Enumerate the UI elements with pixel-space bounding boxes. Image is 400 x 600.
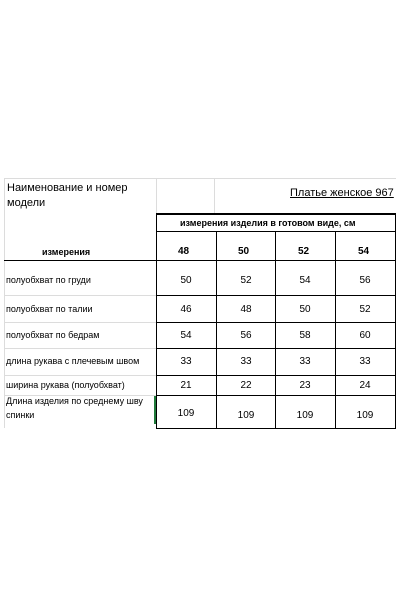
table-cell: 52 <box>359 304 371 315</box>
table-cell: 33 <box>240 356 252 367</box>
table-border <box>156 231 396 232</box>
grid-line <box>4 178 5 428</box>
size-header: 50 <box>238 246 250 257</box>
table-border <box>156 295 396 296</box>
size-header: 52 <box>298 246 310 257</box>
grid-line <box>214 178 215 214</box>
table-cell: 33 <box>299 356 311 367</box>
table-cell: 52 <box>240 275 252 286</box>
table-border <box>156 213 396 215</box>
grid-line <box>4 295 156 296</box>
row-label-line1: Длина изделия по среднему шву <box>6 396 143 406</box>
model-label-line2: модели <box>7 197 46 209</box>
grid-line <box>4 375 156 376</box>
cell-selection-marker <box>154 396 156 424</box>
grid-line <box>4 322 156 323</box>
table-border <box>156 395 396 396</box>
table-cell: 21 <box>180 380 192 391</box>
size-header: 54 <box>358 246 370 257</box>
table-border <box>216 231 217 428</box>
row-label: длина рукава с плечевым швом <box>6 356 140 366</box>
row-label: полуобхват по бедрам <box>6 330 100 340</box>
table-cell: 54 <box>299 275 311 286</box>
table-cell: 48 <box>240 304 252 315</box>
table-cell: 46 <box>180 304 192 315</box>
table-border <box>156 213 157 428</box>
table-cell: 109 <box>177 408 195 419</box>
table-cell: 109 <box>356 410 374 421</box>
table-cell: 22 <box>240 380 252 391</box>
grid-line <box>156 178 157 214</box>
model-label-line1: Наименование и номер <box>7 182 128 194</box>
table-cell: 33 <box>180 356 192 367</box>
size-header: 48 <box>178 246 190 257</box>
table-cell: 50 <box>299 304 311 315</box>
table-cell: 23 <box>299 380 311 391</box>
grid-line <box>4 348 156 349</box>
table-border <box>4 260 396 261</box>
row-label-line2: спинки <box>6 410 35 420</box>
table-cell: 56 <box>359 275 371 286</box>
table-cell: 24 <box>359 380 371 391</box>
table-border <box>395 213 396 428</box>
table-border <box>156 375 396 376</box>
table-border <box>156 348 396 349</box>
row-header: измерения <box>42 247 91 257</box>
row-label: ширина рукава (полуобхват) <box>6 380 125 390</box>
row-label: полуобхват по груди <box>6 275 91 285</box>
table-border <box>335 231 336 428</box>
table-cell: 109 <box>296 410 314 421</box>
table-cell: 58 <box>299 330 311 341</box>
group-header: измерения изделия в готовом виде, см <box>180 218 356 228</box>
table-cell: 109 <box>237 410 255 421</box>
model-name: Платье женское 967 <box>290 187 394 199</box>
table-cell: 60 <box>359 330 371 341</box>
table-border <box>156 428 396 429</box>
table-cell: 54 <box>180 330 192 341</box>
row-label: полуобхват по талии <box>6 304 93 314</box>
table-border <box>275 231 276 428</box>
table-border <box>156 322 396 323</box>
table-cell: 50 <box>180 275 192 286</box>
table-cell: 56 <box>240 330 252 341</box>
grid-line <box>4 178 396 179</box>
table-cell: 33 <box>359 356 371 367</box>
